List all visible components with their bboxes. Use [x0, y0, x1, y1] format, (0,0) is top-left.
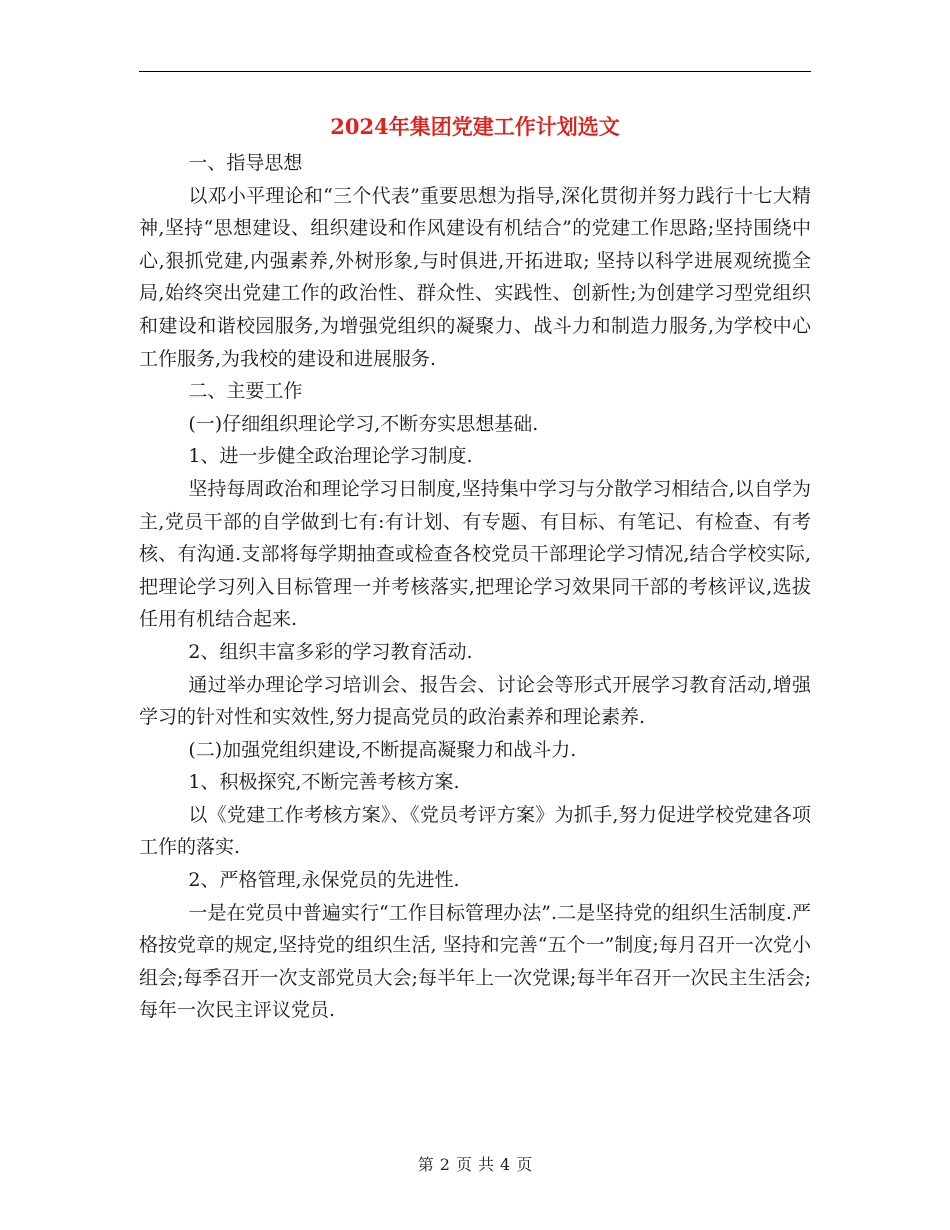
footer-current-page: 2: [439, 1155, 450, 1174]
footer-page-word: 页: [455, 1155, 472, 1174]
paragraph-study-system: 坚持每周政治和理论学习日制度,坚持集中学习与分散学习相结合,以自学为主,党员干部的自学做到七有:有计划、有专题、有目标、有笔记、有检查、有考核、有沟通.支部将每学期抽查或检查各校党员干部理论学习情况,结合学校实际,把理论学习列入目标管理一并考核落实,把理论学习效果同干部的考核评议,选拔任用有机结合起来.: [139, 477, 811, 631]
item-assessment-plan: 1、积极探究,不断完善考核方案.: [188, 771, 460, 794]
document-body: [139, 147, 811, 1027]
paragraph-education-activities: 通过举办理论学习培训会、报告会、讨论会等形式开展学习教育活动,增强学习的针对性和实效性,努力提高党员的政治素养和理论素养.: [139, 673, 811, 729]
footer-prefix: 第: [417, 1155, 434, 1174]
footer-total-word: 共: [478, 1155, 495, 1174]
subheading-organization-building: (二)加强党组织建设,不断提高凝聚力和战斗力.: [188, 738, 577, 761]
heading-main-work: 二、主要工作: [188, 380, 303, 403]
heading-guiding-ideology: 一、指导思想: [188, 152, 303, 174]
item-education-activities: 2、组织丰富多彩的学习教育活动.: [188, 640, 473, 663]
item-strict-management: 2、严格管理,永保党员的先进性.: [188, 869, 460, 892]
paragraph-guiding-ideology: 以邓小平理论和“三个代表”重要思想为指导,深化贯彻并努力践行十七大精神,坚持“思想建设、组织建设和作风建设有机结合”的党建工作思路;坚持围绕中心,狠抓党建,内强素养,外树形象,与时俱进,开拓进取; 坚持以科学进展观统揽全局,始终突出党建工作的政治性、群众性、实践性、创新性;为创建学习型党组织和建设和谐校园服务,为增强党组织的凝聚力、战斗力和制造力服务,为学校中心工作服务,为我校的建设和进展服务.: [139, 184, 811, 370]
subheading-theory-study: (一)仔细组织理论学习,不断夯实思想基础.: [188, 412, 539, 435]
item-study-system: 1、进一步健全政治理论学习制度.: [188, 445, 473, 468]
header-rule: [139, 71, 811, 72]
footer-total-pages: 4: [500, 1155, 511, 1174]
document-title: 2024年集团党建工作计划选文: [330, 114, 620, 139]
footer-suffix: 页: [516, 1155, 533, 1174]
page-footer: [0, 1153, 950, 1177]
paragraph-strict-management: 一是在党员中普遍实行“工作目标管理办法”.二是坚持党的组织生活制度.严格按党章的规定,坚持党的组织生活, 坚持和完善“五个一”制度;每月召开一次党小组会;每季召开一次支部党员大会;每半年上一次党课;每半年召开一次民主生活会;每年一次民主评议党员.: [139, 901, 811, 1022]
paragraph-assessment-plan: 以《党建工作考核方案》、《党员考评方案》为抓手,努力促进学校党建各项工作的落实.: [139, 803, 811, 859]
